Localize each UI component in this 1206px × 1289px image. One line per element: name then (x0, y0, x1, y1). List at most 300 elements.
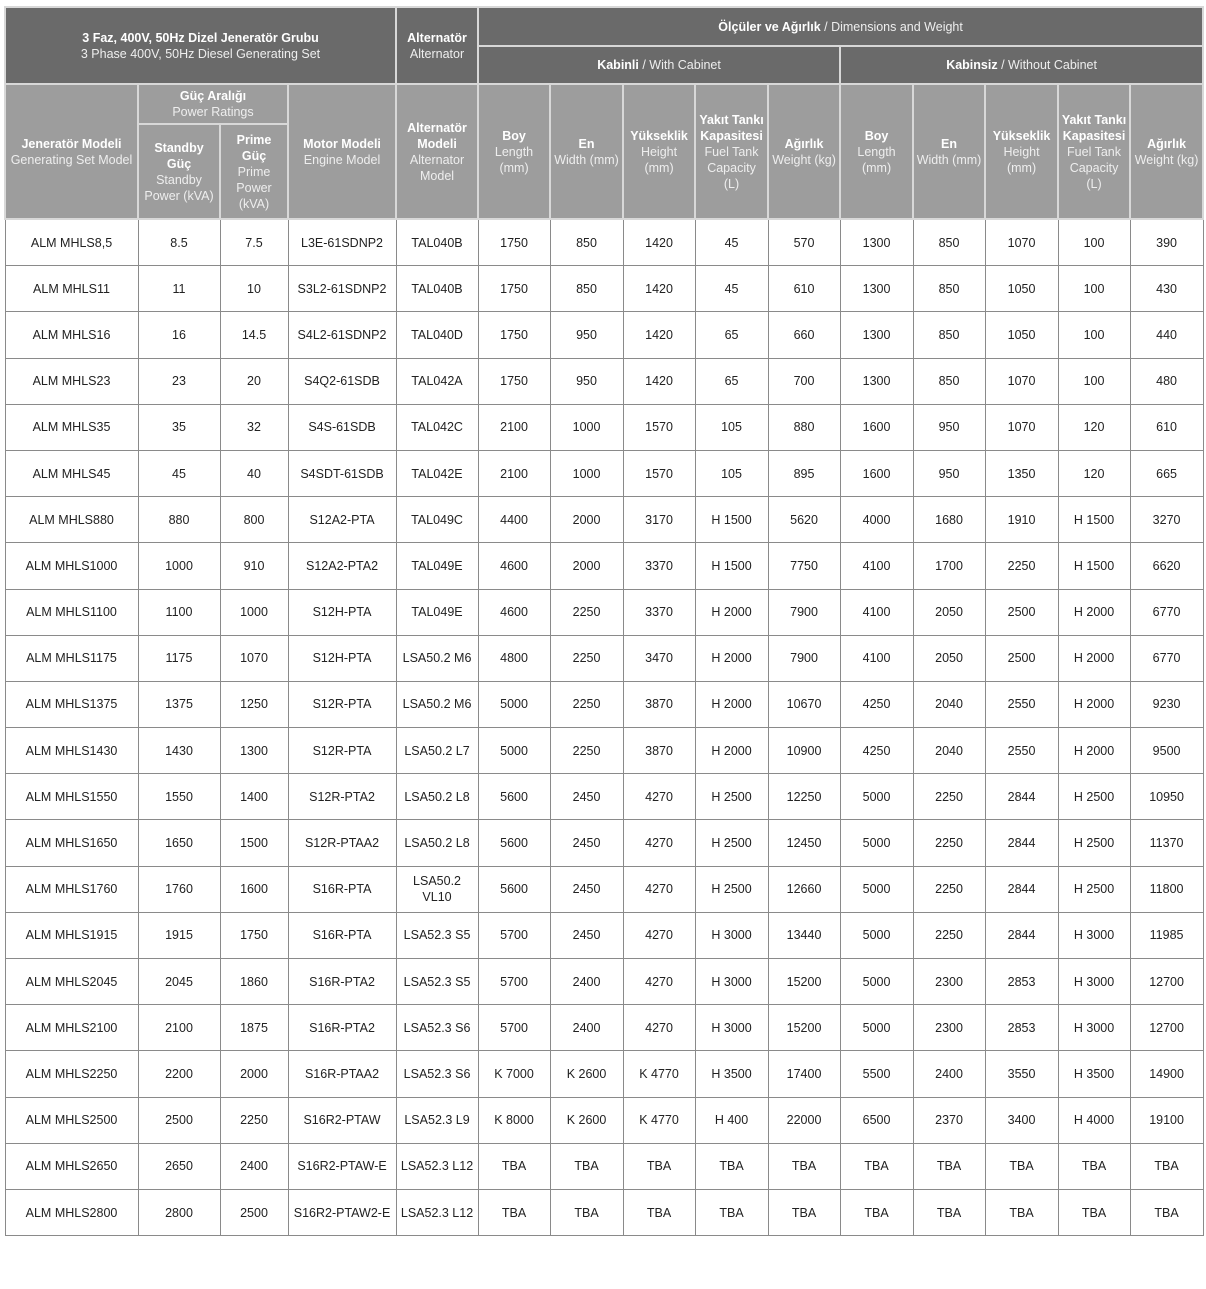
table-cell: S12R-PTAA2 (288, 820, 396, 866)
table-cell: 1750 (478, 219, 550, 266)
table-cell: 5600 (478, 820, 550, 866)
table-cell: S12R-PTA (288, 728, 396, 774)
prime-en: Prime Power (kVA) (236, 164, 272, 211)
table-cell: H 3000 (1058, 912, 1130, 958)
table-cell: 2000 (220, 1051, 288, 1097)
standby-en: Standby Power (kVA) (144, 172, 214, 203)
table-cell: 1000 (550, 404, 623, 450)
table-cell: TAL042C (396, 404, 478, 450)
table-cell: 5000 (840, 774, 913, 820)
table-cell: 5000 (840, 866, 913, 912)
table-cell: H 2500 (695, 866, 768, 912)
with-cabinet-en: / With Cabinet (638, 58, 721, 72)
table-cell: ALM MHLS2800 (5, 1189, 138, 1235)
table-body (5, 219, 1203, 1236)
table-cell: S12A2-PTA2 (288, 543, 396, 589)
dim-header-en: Length (mm) (494, 144, 534, 175)
power-en: Power Ratings (172, 105, 254, 119)
table-cell: 6770 (1130, 635, 1203, 681)
engine-en: Engine Model (303, 152, 381, 167)
table-cell: H 1500 (1058, 497, 1130, 543)
table-cell: 950 (550, 358, 623, 404)
table-cell: K 8000 (478, 1097, 550, 1143)
table-cell: 2040 (913, 728, 985, 774)
engine-tr: Motor Modeli (303, 136, 381, 151)
dim-header-tr: Yükseklik (630, 128, 688, 143)
table-row (5, 1005, 1203, 1051)
table-cell: H 3500 (1058, 1051, 1130, 1097)
table-cell: 1300 (840, 312, 913, 358)
table-cell: LSA50.2 VL10 (396, 866, 478, 912)
table-cell: TBA (478, 1143, 550, 1189)
table-row (5, 1097, 1203, 1143)
table-cell: 950 (913, 450, 985, 496)
table-cell: 12700 (1130, 1005, 1203, 1051)
table-cell: ALM MHLS1375 (5, 681, 138, 727)
dimensions-en: / Dimensions and Weight (820, 19, 963, 34)
table-cell: 2000 (550, 543, 623, 589)
set-title-en: 3 Phase 400V, 50Hz Diesel Generating Set (80, 46, 321, 61)
table-cell: 65 (695, 358, 768, 404)
table-cell: 2250 (550, 635, 623, 681)
table-cell: 3400 (985, 1097, 1058, 1143)
without-cabinet-dim-header (913, 84, 985, 219)
table-row (5, 912, 1203, 958)
table-row (5, 404, 1203, 450)
dim-header-en: Fuel Tank Capacity (L) (1067, 144, 1122, 191)
table-cell: 11800 (1130, 866, 1203, 912)
table-cell: S12R-PTA (288, 681, 396, 727)
table-cell: 610 (768, 266, 840, 312)
table-cell: 1100 (138, 589, 220, 635)
table-row (5, 312, 1203, 358)
table-cell: H 2000 (1058, 589, 1130, 635)
table-cell: LSA52.3 S6 (396, 1005, 478, 1051)
table-cell: ALM MHLS1175 (5, 635, 138, 681)
table-cell: 440 (1130, 312, 1203, 358)
dim-header-en: Height (mm) (640, 144, 678, 175)
dim-header-tr: En (941, 136, 958, 151)
table-cell: K 7000 (478, 1051, 550, 1097)
table-cell: H 2000 (695, 589, 768, 635)
engine-header (288, 84, 396, 219)
table-cell: ALM MHLS2045 (5, 959, 138, 1005)
table-cell: H 3000 (1058, 1005, 1130, 1051)
table-cell: H 2500 (1058, 820, 1130, 866)
table-cell: S4Q2-61SDB (288, 358, 396, 404)
table-cell: 4250 (840, 681, 913, 727)
table-cell: 5000 (840, 959, 913, 1005)
table-cell: ALM MHLS1430 (5, 728, 138, 774)
alternator-header (396, 7, 478, 84)
table-cell: 2844 (985, 774, 1058, 820)
table-cell: H 1500 (1058, 543, 1130, 589)
table-cell: 4000 (840, 497, 913, 543)
table-cell: 5000 (840, 912, 913, 958)
alt-model-en: Alternator Model (409, 152, 465, 183)
table-row (5, 1051, 1203, 1097)
table-cell: 4400 (478, 497, 550, 543)
table-cell: 2250 (913, 866, 985, 912)
table-cell: 16 (138, 312, 220, 358)
table-cell: 4600 (478, 543, 550, 589)
table-cell: 2400 (913, 1051, 985, 1097)
table-cell: S16R2-PTAW (288, 1097, 396, 1143)
table-cell: TBA (840, 1189, 913, 1235)
table-cell: 4600 (478, 589, 550, 635)
table-cell: 11370 (1130, 820, 1203, 866)
table-cell: 1570 (623, 450, 695, 496)
model-tr: Jeneratör Modeli (21, 136, 122, 151)
without-cabinet-dim-header (1058, 84, 1130, 219)
table-cell: 10 (220, 266, 288, 312)
table-cell: 2100 (478, 450, 550, 496)
without-cabinet-dim-header (985, 84, 1058, 219)
table-cell: TAL042A (396, 358, 478, 404)
table-cell: 1750 (220, 912, 288, 958)
table-cell: TBA (913, 1189, 985, 1235)
table-cell: S16R-PTA2 (288, 959, 396, 1005)
table-cell: 1750 (478, 358, 550, 404)
table-cell: K 4770 (623, 1097, 695, 1143)
prime-tr: Prime Güç (236, 132, 272, 163)
table-cell: 850 (913, 312, 985, 358)
model-header (5, 84, 138, 219)
table-cell: H 3500 (695, 1051, 768, 1097)
table-cell: 9500 (1130, 728, 1203, 774)
table-cell: 1070 (220, 635, 288, 681)
without-cabinet-dim-header (840, 84, 913, 219)
table-cell: TBA (840, 1143, 913, 1189)
table-cell: 120 (1058, 450, 1130, 496)
table-cell: 895 (768, 450, 840, 496)
table-cell: 2250 (985, 543, 1058, 589)
table-cell: 2650 (138, 1143, 220, 1189)
table-row (5, 774, 1203, 820)
table-cell: H 3000 (1058, 959, 1130, 1005)
table-cell: ALM MHLS1760 (5, 866, 138, 912)
table-cell: 850 (913, 358, 985, 404)
table-cell: S16R-PTA (288, 912, 396, 958)
table-cell: 2853 (985, 1005, 1058, 1051)
table-cell: TBA (623, 1143, 695, 1189)
table-cell: 2844 (985, 866, 1058, 912)
table-row (5, 497, 1203, 543)
table-cell: ALM MHLS1100 (5, 589, 138, 635)
table-cell: 660 (768, 312, 840, 358)
table-cell: 5600 (478, 866, 550, 912)
table-cell: LSA50.2 L8 (396, 774, 478, 820)
table-cell: 2844 (985, 820, 1058, 866)
table-cell: S12A2-PTA (288, 497, 396, 543)
table-cell: 19100 (1130, 1097, 1203, 1143)
alternator-model-header (396, 84, 478, 219)
table-cell: TBA (1130, 1143, 1203, 1189)
table-cell: 3470 (623, 635, 695, 681)
dim-header-tr: Ağırlık (1147, 136, 1187, 151)
dim-header-en: Fuel Tank Capacity (L) (704, 144, 759, 191)
table-cell: 2550 (985, 728, 1058, 774)
table-cell: 1680 (913, 497, 985, 543)
table-cell: 4270 (623, 866, 695, 912)
table-cell: H 4000 (1058, 1097, 1130, 1143)
table-cell: 1600 (840, 450, 913, 496)
table-cell: ALM MHLS2100 (5, 1005, 138, 1051)
table-cell: 2045 (138, 959, 220, 1005)
table-cell: 15200 (768, 959, 840, 1005)
table-cell: 2250 (550, 589, 623, 635)
table-cell: 7750 (768, 543, 840, 589)
table-cell: 5620 (768, 497, 840, 543)
table-cell: 1050 (985, 266, 1058, 312)
table-cell: 430 (1130, 266, 1203, 312)
table-cell: 10900 (768, 728, 840, 774)
generator-spec-table (4, 6, 1204, 1236)
table-cell: 4270 (623, 820, 695, 866)
table-cell: 2450 (550, 866, 623, 912)
table-cell: L3E-61SDNP2 (288, 219, 396, 266)
table-row (5, 266, 1203, 312)
table-row (5, 959, 1203, 1005)
table-cell: 2500 (985, 635, 1058, 681)
table-cell: 2450 (550, 912, 623, 958)
dim-header-tr: Ağırlık (784, 136, 824, 151)
table-cell: S12H-PTA (288, 635, 396, 681)
table-cell: 4270 (623, 774, 695, 820)
table-cell: TAL040B (396, 266, 478, 312)
table-cell: ALM MHLS45 (5, 450, 138, 496)
table-cell: 6770 (1130, 589, 1203, 635)
table-cell: 1570 (623, 404, 695, 450)
table-cell: 1750 (478, 312, 550, 358)
table-cell: S16R2-PTAW2-E (288, 1189, 396, 1235)
table-row (5, 589, 1203, 635)
with-cabinet-dim-header (695, 84, 768, 219)
table-cell: 2400 (550, 1005, 623, 1051)
table-cell: 1300 (840, 219, 913, 266)
table-cell: 2050 (913, 589, 985, 635)
table-cell: ALM MHLS2650 (5, 1143, 138, 1189)
dim-header-tr: Yakıt Tankı Kapasitesi (699, 112, 764, 143)
table-cell: ALM MHLS8,5 (5, 219, 138, 266)
table-cell: 40 (220, 450, 288, 496)
table-cell: ALM MHLS1915 (5, 912, 138, 958)
table-cell: 1650 (138, 820, 220, 866)
table-cell: 1420 (623, 219, 695, 266)
table-cell: 6620 (1130, 543, 1203, 589)
table-cell: 390 (1130, 219, 1203, 266)
table-row (5, 1143, 1203, 1189)
table-cell: 1050 (985, 312, 1058, 358)
dim-header-tr: En (578, 136, 595, 151)
table-cell: 1300 (840, 266, 913, 312)
table-cell: 1400 (220, 774, 288, 820)
table-cell: 1300 (220, 728, 288, 774)
table-cell: LSA50.2 L7 (396, 728, 478, 774)
table-cell: 480 (1130, 358, 1203, 404)
table-cell: 1070 (985, 404, 1058, 450)
power-tr: Güç Aralığı (179, 89, 247, 103)
table-cell: H 3000 (695, 1005, 768, 1051)
table-cell: 105 (695, 450, 768, 496)
table-cell: TBA (1130, 1189, 1203, 1235)
table-cell: 3550 (985, 1051, 1058, 1097)
table-cell: 7.5 (220, 219, 288, 266)
table-cell: H 3000 (695, 912, 768, 958)
table-cell: TBA (478, 1189, 550, 1235)
table-cell: LSA50.2 L8 (396, 820, 478, 866)
table-cell: 2400 (550, 959, 623, 1005)
table-cell: 100 (1058, 312, 1130, 358)
table-cell: 20 (220, 358, 288, 404)
table-cell: 45 (695, 266, 768, 312)
table-cell: K 2600 (550, 1051, 623, 1097)
table-cell: 2000 (550, 497, 623, 543)
model-en: Generating Set Model (10, 152, 133, 167)
table-cell: TAL049E (396, 589, 478, 635)
table-cell: ALM MHLS35 (5, 404, 138, 450)
table-cell: 850 (550, 219, 623, 266)
table-cell: 13440 (768, 912, 840, 958)
table-cell: TBA (913, 1143, 985, 1189)
table-cell: TBA (1058, 1189, 1130, 1235)
table-cell: 1420 (623, 358, 695, 404)
table-cell: 880 (138, 497, 220, 543)
table-cell: H 2000 (695, 681, 768, 727)
dim-header-en: Weight (kg) (772, 152, 836, 167)
table-cell: TAL040D (396, 312, 478, 358)
table-cell: 3270 (1130, 497, 1203, 543)
table-cell: 14900 (1130, 1051, 1203, 1097)
with-cabinet-tr: Kabinli (597, 58, 639, 72)
table-cell: ALM MHLS23 (5, 358, 138, 404)
table-cell: 800 (220, 497, 288, 543)
table-cell: TBA (985, 1143, 1058, 1189)
table-cell: H 2000 (1058, 728, 1130, 774)
table-cell: LSA52.3 S5 (396, 912, 478, 958)
table-cell: 105 (695, 404, 768, 450)
table-cell: 3870 (623, 728, 695, 774)
table-cell: 1760 (138, 866, 220, 912)
table-cell: 2250 (550, 681, 623, 727)
dim-header-en: Width (mm) (554, 152, 619, 167)
table-cell: 45 (695, 219, 768, 266)
dimensions-header (478, 7, 1203, 46)
dim-header-en: Height (mm) (1003, 144, 1040, 175)
table-row (5, 358, 1203, 404)
table-cell: 3370 (623, 589, 695, 635)
table-cell: H 400 (695, 1097, 768, 1143)
table-cell: 4100 (840, 589, 913, 635)
table-cell: 12250 (768, 774, 840, 820)
table-cell: 5700 (478, 1005, 550, 1051)
without-cabinet-tr: Kabinsiz (946, 58, 998, 72)
table-cell: 2550 (985, 681, 1058, 727)
table-cell: LSA52.3 L12 (396, 1189, 478, 1235)
table-cell: 1350 (985, 450, 1058, 496)
table-cell: S3L2-61SDNP2 (288, 266, 396, 312)
table-cell: 2400 (220, 1143, 288, 1189)
table-cell: TAL049C (396, 497, 478, 543)
table-cell: 10670 (768, 681, 840, 727)
without-cabinet-dim-header (1130, 84, 1203, 219)
table-cell: 4270 (623, 1005, 695, 1051)
table-cell: 1175 (138, 635, 220, 681)
table-cell: 9230 (1130, 681, 1203, 727)
table-cell: 10950 (1130, 774, 1203, 820)
table-row (5, 820, 1203, 866)
table-cell: 1420 (623, 266, 695, 312)
table-cell: ALM MHLS1650 (5, 820, 138, 866)
table-cell: 2800 (138, 1189, 220, 1235)
table-cell: 950 (913, 404, 985, 450)
table-cell: 23 (138, 358, 220, 404)
table-cell: 14.5 (220, 312, 288, 358)
table-cell: ALM MHLS2250 (5, 1051, 138, 1097)
table-cell: 1300 (840, 358, 913, 404)
table-cell: 4270 (623, 912, 695, 958)
table-cell: S16R2-PTAW-E (288, 1143, 396, 1189)
table-cell: 2250 (220, 1097, 288, 1143)
table-cell: S4L2-61SDNP2 (288, 312, 396, 358)
table-cell: LSA50.2 M6 (396, 635, 478, 681)
table-cell: H 2500 (695, 774, 768, 820)
set-title-header (5, 7, 396, 84)
table-cell: 1700 (913, 543, 985, 589)
table-cell: 11985 (1130, 912, 1203, 958)
table-row (5, 681, 1203, 727)
table-cell: H 1500 (695, 543, 768, 589)
table-row (5, 543, 1203, 589)
table-cell: 570 (768, 219, 840, 266)
table-cell: TBA (768, 1143, 840, 1189)
table-cell: TBA (768, 1189, 840, 1235)
without-cabinet-en: / Without Cabinet (997, 58, 1097, 72)
standby-tr: Standby Güç (154, 140, 204, 171)
table-cell: 610 (1130, 404, 1203, 450)
table-cell: 1750 (478, 266, 550, 312)
table-cell: 2050 (913, 635, 985, 681)
with-cabinet-header (478, 46, 840, 84)
table-cell: TBA (1058, 1143, 1130, 1189)
table-cell: ALM MHLS880 (5, 497, 138, 543)
table-cell: S16R-PTA (288, 866, 396, 912)
table-cell: 3870 (623, 681, 695, 727)
table-cell: 5700 (478, 959, 550, 1005)
table-cell: 850 (550, 266, 623, 312)
table-cell: TAL049E (396, 543, 478, 589)
table-cell: 2250 (913, 820, 985, 866)
table-cell: TBA (623, 1189, 695, 1235)
table-cell: K 2600 (550, 1097, 623, 1143)
with-cabinet-dim-header (550, 84, 623, 219)
table-cell: S4SDT-61SDB (288, 450, 396, 496)
table-cell: LSA52.3 L9 (396, 1097, 478, 1143)
table-cell: 2450 (550, 774, 623, 820)
without-cabinet-header (840, 46, 1203, 84)
table-cell: 2370 (913, 1097, 985, 1143)
table-cell: 1420 (623, 312, 695, 358)
table-cell: 4100 (840, 635, 913, 681)
table-cell: 7900 (768, 589, 840, 635)
table-cell: 12450 (768, 820, 840, 866)
table-cell: 12660 (768, 866, 840, 912)
table-cell: 2500 (220, 1189, 288, 1235)
table-cell: 1600 (220, 866, 288, 912)
table-cell: 4250 (840, 728, 913, 774)
table-cell: 8.5 (138, 219, 220, 266)
table-row (5, 1189, 1203, 1235)
